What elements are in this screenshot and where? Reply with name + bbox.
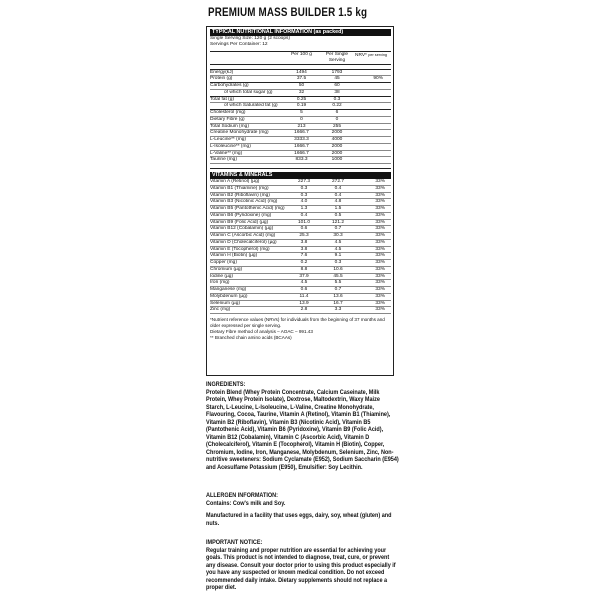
row-serving: 0.7 — [334, 287, 342, 293]
table-heading: TYPICAL NUTRITIONAL INFORMATION (as packed) — [210, 29, 391, 36]
row-per100: 1.3 — [300, 206, 308, 212]
row-per100: 0.4 — [300, 212, 308, 218]
row-label: L-Valine** (mg) — [210, 150, 243, 156]
row-label: Manganese (mg) — [210, 287, 247, 293]
table-row — [210, 144, 391, 151]
row-label: Iron (mg) — [210, 280, 230, 286]
row-serving: 5.5 — [334, 280, 342, 286]
vitamin-rows — [210, 179, 391, 314]
row-label: L-Leucine** (mg) — [210, 137, 246, 143]
notice-section — [206, 539, 400, 592]
row-label: Vitamin B6 (Pyridoxine) (mg) — [210, 212, 272, 218]
row-per100: 50 — [298, 83, 305, 89]
row-serving: 0.7 — [334, 226, 342, 232]
row-per100: 4.0 — [300, 199, 308, 205]
row-nrv: 33% — [375, 199, 385, 205]
row-per100: 3333.3 — [294, 137, 309, 143]
row-per100: 0.6 — [300, 226, 308, 232]
row-label: Vitamin B1 (Thiamine) (mg) — [210, 185, 269, 191]
row-per100: 37.5 — [296, 76, 307, 82]
allergen-section — [206, 492, 400, 527]
row-per100: 0.25 — [296, 96, 307, 102]
nutrient-rows — [210, 70, 391, 165]
table-row — [210, 287, 391, 294]
row-per100: 25.3 — [299, 233, 309, 239]
row-per100: 0.3 — [300, 185, 308, 191]
row-serving: 30.3 — [333, 233, 343, 239]
col-per100: Per 100 g — [291, 51, 312, 57]
ingredients-section — [206, 381, 400, 471]
row-serving: 121.2 — [331, 219, 344, 225]
row-nrv — [355, 157, 391, 163]
table-row — [210, 90, 391, 97]
row-serving: 0.4 — [334, 192, 342, 198]
serving-size: Single Serving Size: 120 g (2 scoops) — [210, 36, 290, 41]
row-per100: 1666.7 — [294, 130, 309, 136]
row-serving: 0.5 — [334, 212, 342, 218]
row-serving: 2000 — [331, 143, 343, 149]
table-row — [210, 294, 391, 301]
row-label: Vitamin B3 (Nicotinic Acid) (mg) — [210, 199, 278, 205]
row-nrv: 33% — [375, 293, 385, 299]
table-row — [210, 260, 391, 267]
row-label: Molybdenum (µg) — [210, 293, 248, 299]
row-nrv: 33% — [375, 219, 385, 225]
row-serving: 1.5 — [334, 206, 342, 212]
row-nrv: 33% — [375, 179, 385, 185]
product-title: PREMIUM MASS BUILDER 1.5 kg — [208, 5, 368, 19]
row-per100: 7.6 — [300, 253, 308, 259]
footnote-bcaa: ** Branched chain amino acids (BCAAs) — [210, 335, 292, 341]
row-label: Zinc (mg) — [210, 307, 231, 313]
row-serving: 2000 — [331, 150, 343, 156]
row-per100: 13.9 — [299, 300, 309, 306]
row-serving: 1793 — [331, 69, 343, 75]
row-label: Iodine (µg) — [210, 273, 234, 279]
allergen-contains: Contains: Cow's milk and Soy. — [206, 499, 286, 507]
row-serving: 45.5 — [333, 273, 343, 279]
row-per100: 1494 — [296, 69, 307, 75]
notice-heading: IMPORTANT NOTICE: — [206, 539, 263, 546]
row-nrv: 33% — [375, 239, 385, 245]
row-nrv: 33% — [375, 246, 385, 252]
row-serving: 4000 — [331, 137, 343, 143]
row-per100: 32 — [298, 89, 305, 95]
row-per100: 0 — [300, 116, 303, 122]
row-serving: 45 — [334, 76, 340, 82]
row-nrv: 33% — [375, 206, 385, 212]
row-label: Vitamin B2 (Riboflavin) (mg) — [210, 192, 270, 198]
row-per100: 0.3 — [300, 192, 308, 198]
row-label: Vitamin B12 (Cobalamin) (µg) — [210, 226, 274, 232]
row-nrv: 90% — [373, 76, 383, 82]
vitamins-heading: VITAMINS & MINERALS — [210, 172, 391, 179]
row-nrv — [355, 110, 391, 116]
row-label: of which Saturated fat (g) — [224, 103, 278, 109]
col-nrv: NRV* per serving — [355, 52, 388, 58]
table-row — [210, 110, 391, 117]
row-label: Carbohydrates (g) — [210, 83, 249, 89]
table-row — [210, 117, 391, 124]
row-nrv: 33% — [375, 287, 385, 293]
row-per100: 1666.7 — [294, 150, 309, 156]
row-per100: 3.8 — [300, 239, 308, 245]
row-label: Energy(kJ) — [210, 69, 234, 75]
row-serving: 60 — [334, 83, 340, 89]
row-per100: 5 — [300, 110, 303, 116]
row-label: Vitamin D (Cholecalciferol) (µg) — [210, 239, 277, 245]
row-label: Total fat (g) — [210, 96, 234, 102]
row-per100: 213 — [297, 123, 306, 129]
row-nrv — [355, 137, 391, 143]
row-per100: 0.19 — [296, 103, 307, 109]
row-nrv: 33% — [375, 233, 385, 239]
column-header — [210, 51, 391, 65]
row-serving: 38 — [334, 89, 340, 95]
table-row — [210, 83, 391, 90]
row-serving: 255 — [332, 123, 341, 129]
row-label: Copper (mg) — [210, 260, 237, 266]
row-label: Cholesterol (mg) — [210, 110, 246, 116]
row-nrv: 33% — [375, 307, 385, 313]
footnote-fibre: Dietary Fibre method of analysis – AOAC – 991.43 — [210, 329, 313, 335]
row-label: Chromium (µg) — [210, 266, 243, 272]
divider — [210, 164, 391, 169]
row-label: Total Sodium (mg) — [210, 123, 249, 129]
row-per100: 1666.7 — [294, 143, 309, 149]
row-serving: 3.3 — [334, 307, 342, 313]
row-label: Vitamin A (Retinol) (µg) — [210, 179, 260, 185]
row-nrv — [355, 70, 391, 76]
row-nrv: 33% — [375, 260, 385, 266]
table-row — [210, 307, 391, 314]
col-serving: Per Single Serving — [325, 51, 349, 63]
row-nrv — [355, 144, 391, 150]
row-per100: 0.2 — [300, 260, 308, 266]
row-label: Vitamin E (Tocopherol) (mg) — [210, 246, 270, 252]
row-per100: 0.6 — [300, 287, 308, 293]
row-nrv — [355, 90, 391, 96]
row-nrv: 33% — [375, 280, 385, 286]
row-nrv: 33% — [375, 226, 385, 232]
row-nrv: 33% — [375, 212, 385, 218]
row-serving: 4.5 — [334, 246, 342, 252]
row-nrv: 33% — [375, 185, 385, 191]
row-label: Selenium (µg) — [210, 300, 240, 306]
nutrition-table — [206, 26, 394, 376]
row-serving: 16.7 — [333, 300, 343, 306]
row-serving: 272.7 — [331, 179, 344, 185]
row-nrv — [355, 103, 391, 109]
row-label: Vitamin H (Biotin) (µg) — [210, 253, 258, 259]
row-serving: 13.6 — [333, 293, 343, 299]
row-label: L-Isoleucine** (mg) — [210, 143, 251, 149]
row-nrv: 33% — [375, 192, 385, 198]
row-serving: 4.5 — [334, 239, 342, 245]
footnote-nrv: *Nutrient reference values (NRVs) for individuals from the beginning of 37 months and older expressed per single serving. — [210, 317, 385, 329]
row-serving: 1000 — [331, 157, 343, 163]
ingredients-heading: INGREDIENTS: — [206, 381, 246, 388]
table-row — [210, 267, 391, 274]
row-per100: 833.3 — [295, 157, 308, 163]
row-serving: 0.3 — [334, 260, 342, 266]
ingredients-body: Protein Blend (Whey Protein Concentrate, Calcium Caseinate, Milk Protein, Whey Protein Isolate), Dextrose, Maltodextrin, Waxy Maize Starch, L-Leucine, L-Isoleucine, L-Valine, Creatine Monohydrate, Flavouring, Cocoa, Taurine, Vitamin A (Retinol), Vitamin B1 (Thiamine), Vitamin B2 (Riboflavin), Vitamin B3 (Nicotinic Acid), Vitamin B5 (Pantothenic Acid), Vitamin B6 (Pyridoxine), Vitamin B9 (Folic Acid), Vitamin B12 (Cobalamin), Vitamin C (Ascorbic Acid), Vitamin D (Cholecalciferol), Vitamin E (Tocopherol), Vitamin H (Biotin), Copper, Chromium, Iodine, Iron, Manganese, Molybdenum, Selenium, Zinc, Non-nutritive sweeteners: Sodium Cyclamate (E952), Sodium Saccharin (E954) and Acesulfame Potassium (E950), Emulsifier: Soy Lecithin. — [206, 388, 399, 471]
row-label: Vitamin B5 (Pantothenic Acid) (mg) — [210, 206, 285, 212]
row-label: Dietary Fibre (g) — [210, 116, 245, 122]
row-nrv — [355, 83, 391, 89]
row-label: Creatine Monohydrate (mg) — [210, 130, 269, 136]
row-serving: 6 — [335, 110, 339, 116]
row-serving: 9.1 — [334, 253, 342, 259]
row-per100: 3.8 — [300, 246, 308, 252]
row-nrv — [355, 124, 391, 130]
row-nrv — [355, 117, 391, 123]
table-row — [210, 213, 391, 220]
table-row — [210, 233, 391, 240]
row-per100: 101.0 — [297, 219, 310, 225]
row-per100: 2.8 — [300, 307, 308, 313]
table-row — [210, 206, 391, 213]
servings-per-container: Servings Per Container: 12 — [210, 41, 268, 47]
table-row — [210, 179, 391, 186]
row-serving: 10.6 — [333, 266, 343, 272]
row-nrv: 33% — [375, 266, 385, 272]
table-row — [210, 240, 391, 247]
notice-body: Regular training and proper nutrition are essential for achieving your goals. This product is not intended to diagnose, treat, cure, or prevent any disease. Consult your doctor prior to using this product especially if you have any suspected or known medical condition. Do not exceed recommended daily intake. Dietary supplements should not replace a proper diet. — [206, 546, 396, 591]
row-label: Taurine (mg) — [210, 157, 237, 163]
row-serving: 0 — [335, 116, 339, 122]
row-nrv — [355, 130, 391, 136]
table-row — [210, 186, 391, 193]
allergen-facility: Manufactured in a facility that uses eggs, dairy, soy, wheat (gluten) and nuts. — [206, 512, 392, 527]
row-per100: 8.8 — [300, 266, 308, 272]
table-row — [210, 157, 391, 164]
row-serving: 0.3 — [333, 96, 341, 102]
row-nrv — [355, 97, 391, 103]
footnotes — [210, 317, 391, 341]
row-nrv: 33% — [375, 253, 385, 259]
row-serving: 0.22 — [332, 103, 342, 109]
row-nrv: 33% — [375, 273, 385, 279]
row-label: Protein (g) — [210, 76, 233, 82]
row-serving: 2000 — [331, 130, 343, 136]
row-label: of which total sugar (g) — [224, 89, 273, 95]
row-label: Vitamin B9 (Folic Acid) (µg) — [210, 219, 269, 225]
row-label: Vitamin C (Ascorbic Acid) (mg) — [210, 233, 276, 239]
row-per100: 4.5 — [300, 280, 308, 286]
row-serving: 4.8 — [334, 199, 342, 205]
row-serving: 0.4 — [334, 185, 342, 191]
row-per100: 11.4 — [299, 293, 309, 299]
row-nrv: 33% — [375, 300, 385, 306]
row-per100: 37.9 — [299, 273, 309, 279]
row-per100: 227.3 — [297, 179, 310, 185]
allergen-heading: ALLERGEN INFORMATION: — [206, 492, 278, 499]
row-nrv — [355, 151, 391, 157]
table-row — [210, 137, 391, 144]
